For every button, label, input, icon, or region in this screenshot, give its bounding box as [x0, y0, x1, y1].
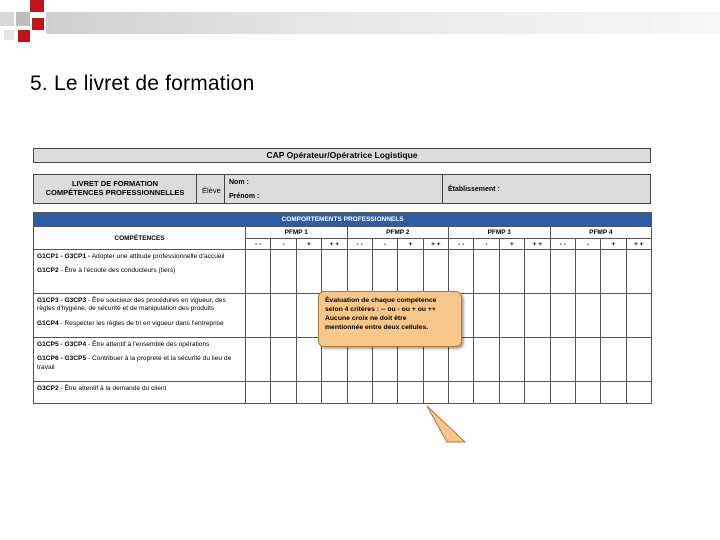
- competence-code: G1CP4: [37, 319, 59, 327]
- decor-square-red-low: [18, 30, 30, 42]
- competence-text: - Contribuer à la propreté et la sécurité du lieu de travail: [37, 355, 232, 371]
- evaluation-checkbox-cell[interactable]: [499, 294, 524, 338]
- competence-code: G1CP5 - G3CP4: [37, 341, 87, 348]
- level-cell: +: [296, 239, 321, 250]
- evaluation-checkbox-cell[interactable]: [271, 294, 296, 338]
- document-header: CAP Opérateur/Opératrice Logistique: [33, 148, 651, 163]
- competence-item: [37, 320, 242, 328]
- decor-square-grey: [16, 12, 30, 26]
- evaluation-checkbox-cell[interactable]: [575, 338, 600, 382]
- evaluation-checkbox-cell[interactable]: [550, 382, 575, 404]
- evaluation-checkbox-cell[interactable]: [550, 250, 575, 294]
- pfmp-4-header: PFMP 4: [550, 227, 652, 239]
- evaluation-checkbox-cell[interactable]: [296, 338, 321, 382]
- divider: [196, 175, 197, 203]
- level-cell: -: [271, 239, 296, 250]
- table-row: [34, 382, 652, 404]
- table-row: [34, 250, 652, 294]
- decor-square-red-left: [0, 12, 14, 26]
- evaluation-checkbox-cell[interactable]: [626, 382, 651, 404]
- competences-header: COMPÉTENCES: [34, 227, 246, 250]
- evaluation-checkbox-cell[interactable]: [423, 250, 448, 294]
- evaluation-checkbox-cell[interactable]: [550, 338, 575, 382]
- evaluation-checkbox-cell[interactable]: [474, 382, 499, 404]
- evaluation-checkbox-cell[interactable]: [499, 338, 524, 382]
- decor-square-light: [4, 30, 14, 40]
- level-cell: + +: [423, 239, 448, 250]
- evaluation-checkbox-cell[interactable]: [246, 250, 271, 294]
- evaluation-checkbox-cell[interactable]: [626, 338, 651, 382]
- evaluation-checkbox-cell[interactable]: [372, 250, 397, 294]
- evaluation-checkbox-cell[interactable]: [601, 250, 626, 294]
- evaluation-checkbox-cell[interactable]: [575, 382, 600, 404]
- evaluation-checkbox-cell[interactable]: [398, 382, 423, 404]
- evaluation-checkbox-cell[interactable]: [246, 338, 271, 382]
- level-cell: + +: [322, 239, 347, 250]
- competence-cell: [34, 382, 246, 404]
- evaluation-checkbox-cell[interactable]: [347, 382, 372, 404]
- evaluation-checkbox-cell[interactable]: [271, 338, 296, 382]
- level-cell: + +: [525, 239, 550, 250]
- divider: [442, 175, 443, 203]
- level-cell: + +: [626, 239, 651, 250]
- decor-square-red-mid: [32, 18, 44, 30]
- callout-pointer: [425, 404, 485, 444]
- evaluation-checkbox-cell[interactable]: [525, 382, 550, 404]
- evaluation-checkbox-cell[interactable]: [550, 294, 575, 338]
- slide-title: 5. Le livret de formation: [30, 72, 255, 95]
- competence-code: G1CP6 - G3CP5: [37, 355, 87, 363]
- competence-cell: [34, 250, 246, 294]
- decor-square-red-top: [30, 0, 44, 12]
- level-cell: - -: [246, 239, 271, 250]
- level-cell: - -: [347, 239, 372, 250]
- competence-item: [37, 267, 242, 275]
- evaluation-checkbox-cell[interactable]: [246, 294, 271, 338]
- eleve-label: Élève: [202, 186, 221, 195]
- evaluation-checkbox-cell[interactable]: [525, 338, 550, 382]
- evaluation-checkbox-cell[interactable]: [347, 250, 372, 294]
- booklet-label: LIVRET DE FORMATION COMPÉTENCES PROFESSIONNELLES: [45, 179, 185, 197]
- level-cell: - -: [449, 239, 474, 250]
- competence-text: Adopter une attitude professionnelle d'accueil: [90, 253, 225, 260]
- evaluation-checkbox-cell[interactable]: [449, 382, 474, 404]
- evaluation-checkbox-cell[interactable]: [296, 250, 321, 294]
- evaluation-checkbox-cell[interactable]: [575, 250, 600, 294]
- evaluation-checkbox-cell[interactable]: [601, 338, 626, 382]
- competence-text: - Respecter les règles de tri en vigueur dans l'entreprise: [58, 319, 224, 327]
- competence-item: [37, 385, 242, 393]
- level-cell: - -: [550, 239, 575, 250]
- section-title: COMPORTEMENTS PROFESSIONNELS: [34, 213, 652, 227]
- training-booklet-document: [33, 148, 651, 392]
- nom-field-label: Nom :: [229, 179, 249, 186]
- level-cell: +: [398, 239, 423, 250]
- evaluation-checkbox-cell[interactable]: [525, 294, 550, 338]
- competence-item: [37, 297, 242, 314]
- evaluation-checkbox-cell[interactable]: [271, 382, 296, 404]
- competence-cell: [34, 338, 246, 382]
- competence-item: [37, 355, 242, 372]
- competence-text: - Être attentif à l'ensemble des opérations: [86, 341, 210, 348]
- evaluation-checkbox-cell[interactable]: [423, 382, 448, 404]
- level-cell: -: [372, 239, 397, 250]
- etablissement-field-label: Établissement :: [448, 186, 500, 193]
- competence-code: G1CP1 - G3CP1 -: [37, 253, 91, 260]
- pfmp-2-header: PFMP 2: [347, 227, 449, 239]
- evaluation-checkbox-cell[interactable]: [372, 382, 397, 404]
- pfmp-1-header: PFMP 1: [246, 227, 348, 239]
- student-info-box: [33, 174, 651, 204]
- evaluation-checkbox-cell[interactable]: [398, 250, 423, 294]
- competence-text: - Être attentif à la demande du client: [58, 385, 167, 392]
- header-gradient-bar: [46, 12, 720, 34]
- evaluation-callout: Évaluation de chaque compétence selon 4 critères : -- ou - ou + ou ++ Aucune croix ne doit être mentionnée entre deux cellules.: [318, 291, 462, 347]
- divider: [224, 175, 225, 203]
- evaluation-checkbox-cell[interactable]: [474, 250, 499, 294]
- evaluation-checkbox-cell[interactable]: [296, 382, 321, 404]
- evaluation-checkbox-cell[interactable]: [474, 338, 499, 382]
- competence-text: - Être à l'écoute des conducteurs (tiers): [58, 267, 176, 275]
- evaluation-checkbox-cell[interactable]: [626, 294, 651, 338]
- evaluation-checkbox-cell[interactable]: [449, 250, 474, 294]
- level-cell: -: [474, 239, 499, 250]
- competence-code: G3CP2: [37, 385, 59, 392]
- competence-text: - Être soucieux des procédures en vigueur, des règles d'hygiène, de sécurité et de manipulation des produits: [37, 297, 226, 313]
- competence-code: G1CP3 - G3CP3: [37, 297, 87, 304]
- competence-item: [37, 253, 242, 261]
- competence-code: G1CP2: [37, 267, 59, 275]
- competence-cell: [34, 294, 246, 338]
- evaluation-checkbox-cell[interactable]: [499, 382, 524, 404]
- evaluation-checkbox-cell[interactable]: [474, 294, 499, 338]
- evaluation-checkbox-cell[interactable]: [601, 294, 626, 338]
- evaluation-checkbox-cell[interactable]: [601, 382, 626, 404]
- level-cell: -: [575, 239, 600, 250]
- level-cell: +: [601, 239, 626, 250]
- evaluation-checkbox-cell[interactable]: [322, 250, 347, 294]
- evaluation-checkbox-cell[interactable]: [575, 294, 600, 338]
- evaluation-checkbox-cell[interactable]: [322, 382, 347, 404]
- evaluation-checkbox-cell[interactable]: [246, 382, 271, 404]
- pfmp-3-header: PFMP 3: [449, 227, 551, 239]
- evaluation-checkbox-cell[interactable]: [271, 250, 296, 294]
- evaluation-checkbox-cell[interactable]: [626, 250, 651, 294]
- level-cell: +: [499, 239, 524, 250]
- prenom-field-label: Prénom :: [229, 193, 260, 200]
- evaluation-checkbox-cell[interactable]: [525, 250, 550, 294]
- evaluation-checkbox-cell[interactable]: [499, 250, 524, 294]
- competence-item: [37, 341, 242, 349]
